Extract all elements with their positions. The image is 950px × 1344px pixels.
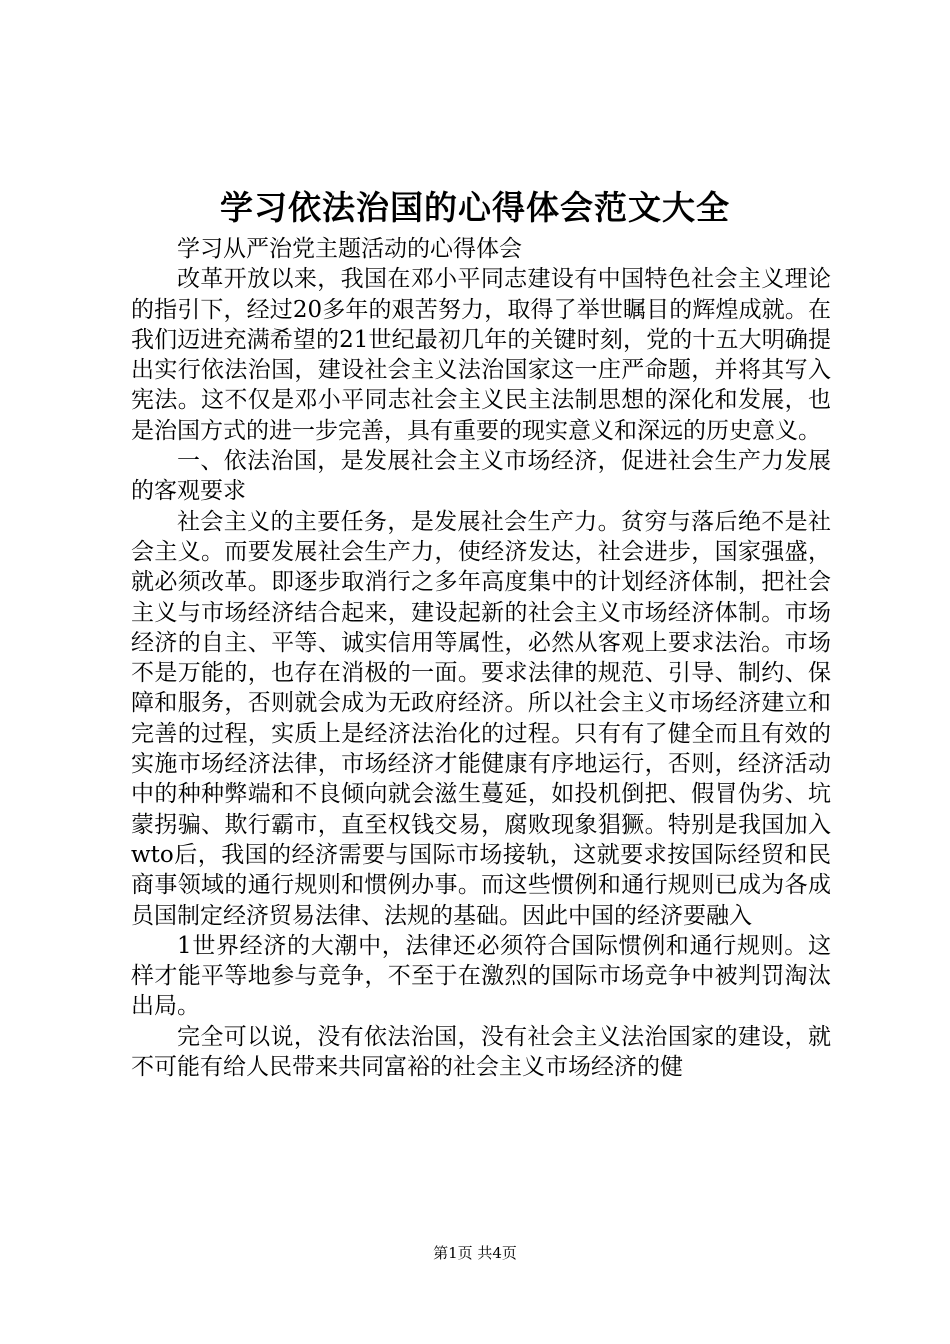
body-paragraph: 改革开放以来，我国在邓小平同志建设有中国特色社会主义理论的指引下，经过20多年的艰苦努力，取得了举世瞩目的辉煌成就。在我们迈进充满希望的21世纪最初几年的关键时刻，党的十五大明确提出实行依法治国，建设社会主义法治国家这一庄严命题，并将其写入宪法。这不仅是邓小平同志社会主义民主法制思想的深化和发展，也是治国方式的进一步完善，具有重要的现实意义和深远的历史意义。 [131, 266, 831, 444]
document-title: 学习依法治国的心得体会范文大全 [220, 188, 730, 227]
section-heading-paragraph: 一、依法治国，是发展社会主义市场经济，促进社会生产力发展的客观要求 [131, 448, 831, 505]
subtitle-paragraph: 学习从严治党主题活动的心得体会 [177, 236, 522, 262]
page-number-footer: 第1页 共4页 [433, 1244, 517, 1262]
body-paragraph: 完全可以说，没有依法治国，没有社会主义法治国家的建设，就不可能有给人民带来共同富裕的社会主义市场经济的健 [131, 1023, 831, 1081]
body-paragraph: 社会主义的主要任务，是发展社会生产力。贫穷与落后绝不是社会主义。而要发展社会生产力，使经济发达，社会进步，国家强盛，就必须改革。即逐步取消行之多年高度集中的计划经济体制，把社会主义与市场经济结合起来，建设起新的社会主义市场经济体制。市场经济的自主、平等、诚实信用等属性，必然从客观上要求法治。市场不是万能的，也存在消极的一面。要求法律的规范、引导、制约、保障和服务，否则就会成为无政府经济。所以社会主义市场经济建立和完善的过程，实质上是经济法治化的过程。只有有了健全而且有效的实施市场经济法律，市场经济才能健康有序地运行，否则，经济活动中的种种弊端和不良倾向就会滋生蔓延，如投机倒把、假冒伪劣、坑蒙拐骗、欺行霸市，直至权钱交易，腐败现象猖獗。特别是我国加入wto后，我国的经济需要与国际市场接轨，这就要求按国际经贸和民商事领域的通行规则和惯例办事。而这些惯例和通行规则已成为各成员国制定经济贸易法律、法规的基础。因此中国的经济要融入 [131, 508, 831, 929]
document-body [131, 234, 831, 1082]
body-paragraph: 1世界经济的大潮中，法律还必须符合国际惯例和通行规则。这样才能平等地参与竞争，不至于在激烈的国际市场竞争中被判罚淘汰出局。 [131, 932, 831, 1020]
